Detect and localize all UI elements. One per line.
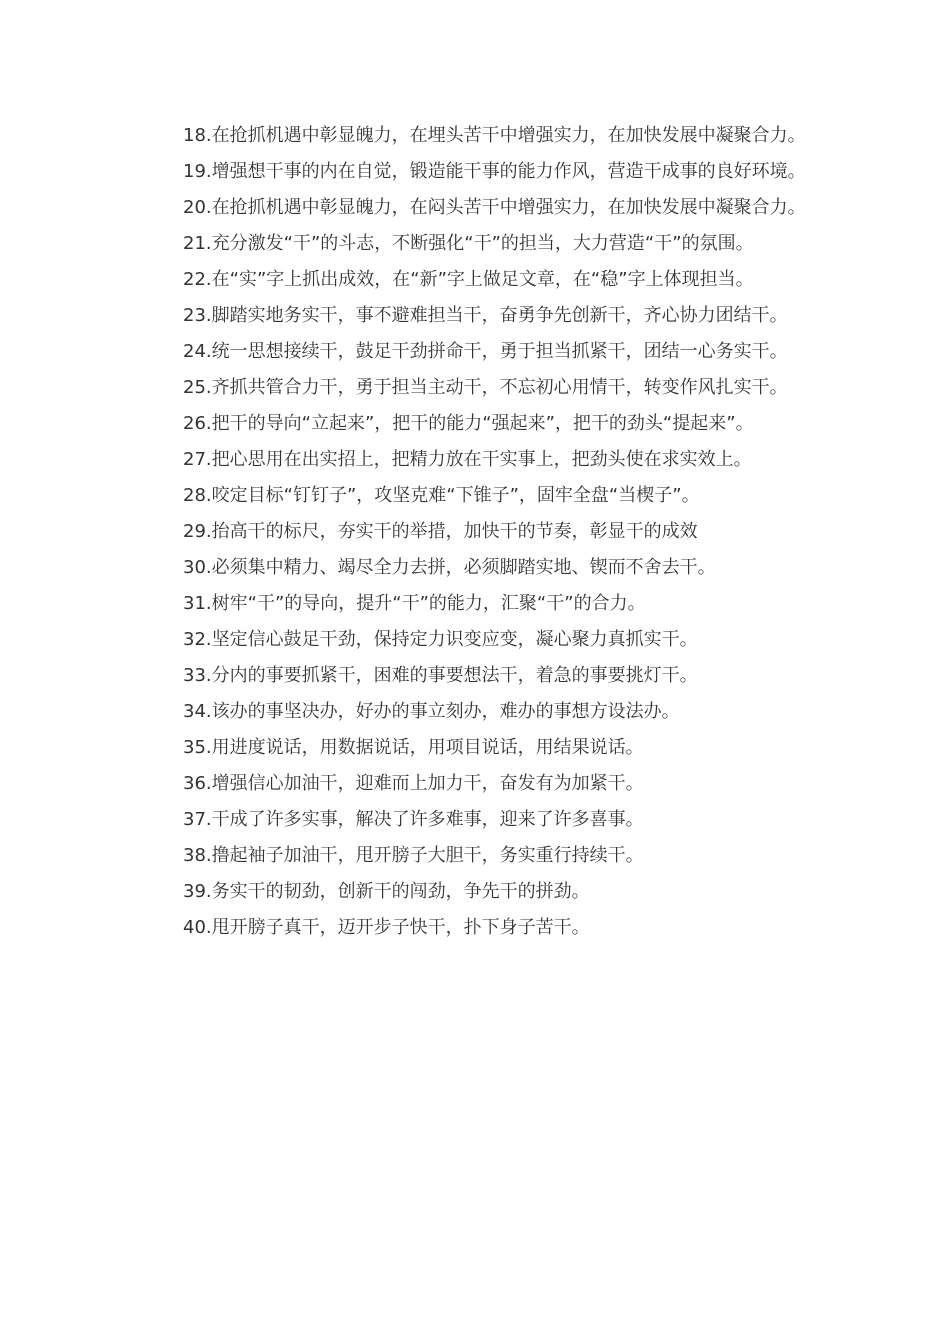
paragraph-25: 25.齐抓共管合力干，勇于担当主动干，不忘初心用情干，转变作风扎实干。 [183, 377, 788, 398]
paragraph-31: 31.树牢“干”的导向，提升“干”的能力，汇聚“干”的合力。 [183, 593, 646, 614]
paragraph-30: 30.必须集中精力、竭尽全力去拼，必须脚踏实地、锲而不舍去干。 [183, 557, 716, 578]
paragraph-22: 22.在“实”字上抓出成效，在“新”字上做足文章，在“稳”字上体现担当。 [183, 269, 754, 290]
paragraph-18: 18.在抢抓机遇中彰显魄力，在埋头苦干中增强实力，在加快发展中凝聚合力。 [183, 125, 806, 146]
paragraph-36: 36.增强信心加油干，迎难而上加力干，奋发有为加紧干。 [183, 773, 644, 794]
paragraph-32: 32.坚定信心鼓足干劲，保持定力识变应变，凝心聚力真抓实干。 [183, 629, 698, 650]
paragraph-28: 28.咬定目标“钉钉子”，攻坚克难“下锥子”，固牢全盘“当楔子”。 [183, 485, 700, 506]
paragraph-23: 23.脚踏实地务实干，事不避难担当干，奋勇争先创新干，齐心协力团结干。 [183, 305, 788, 326]
paragraph-29: 29.抬高干的标尺，夯实干的举措，加快干的节奏，彰显干的成效 [183, 521, 698, 542]
paragraph-40: 40.甩开膀子真干，迈开步子快干，扑下身子苦干。 [183, 917, 590, 938]
paragraph-19: 19.增强想干事的内在自觉，锻造能干事的能力作风，营造干成事的良好环境。 [183, 161, 806, 182]
paragraph-24: 24.统一思想接续干，鼓足干劲拼命干，勇于担当抓紧干，团结一心务实干。 [183, 341, 788, 362]
paragraph-26: 26.把干的导向“立起来”，把干的能力“强起来”，把干的劲头“提起来”。 [183, 413, 754, 434]
paragraph-27: 27.把心思用在出实招上，把精力放在干实事上，把劲头使在求实效上。 [183, 449, 752, 470]
paragraph-20: 20.在抢抓机遇中彰显魄力，在闷头苦干中增强实力，在加快发展中凝聚合力。 [183, 197, 806, 218]
paragraph-35: 35.用进度说话，用数据说话，用项目说话，用结果说话。 [183, 737, 644, 758]
paragraph-34: 34.该办的事坚决办，好办的事立刻办，难办的事想方设法办。 [183, 701, 680, 722]
paragraph-37: 37.干成了许多实事，解决了许多难事，迎来了许多喜事。 [183, 809, 644, 830]
document-body [143, 122, 823, 950]
paragraph-39: 39.务实干的韧劲，创新干的闯劲，争先干的拼劲。 [183, 881, 590, 902]
paragraph-33: 33.分内的事要抓紧干，困难的事要想法干，着急的事要挑灯干。 [183, 665, 698, 686]
paragraph-38: 38.撸起袖子加油干，甩开膀子大胆干，务实重行持续干。 [183, 845, 644, 866]
paragraph-21: 21.充分激发“干”的斗志，不断强化“干”的担当，大力营造“干”的氛围。 [183, 233, 754, 254]
